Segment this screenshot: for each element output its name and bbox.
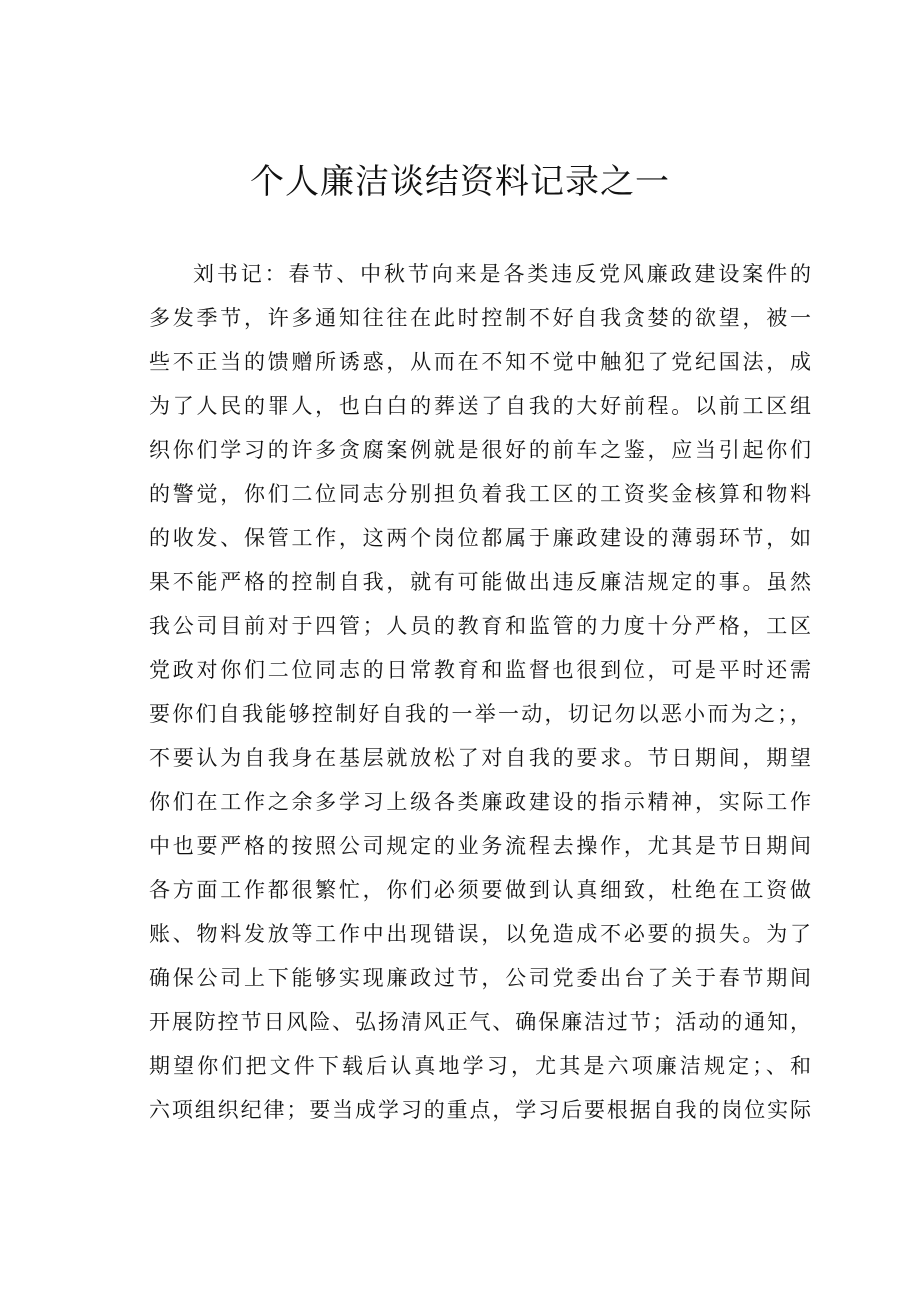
- body-line: 各方面工作都很繁忙，你们必须要做到认真细致，杜绝在工资做: [149, 878, 811, 902]
- body-line: 账、物料发放等工作中出现错误，以免造成不必要的损失。为了: [149, 922, 811, 946]
- body-line: 党政对你们二位同志的日常教育和监督也很到位，可是平时还需: [149, 658, 811, 682]
- body-line: 中也要严格的按照公司规定的业务流程去操作，尤其是节日期间: [149, 834, 811, 858]
- body-line: 多发季节，许多通知往往在此时控制不好自我贪婪的欲望，被一: [149, 306, 811, 330]
- body-line: 开展防控节日风险、弘扬清风正气、确保廉洁过节；活动的通知，: [149, 1010, 811, 1034]
- body-line: 些不正当的馈赠所诱惑，从而在不知不觉中触犯了党纪国法，成: [149, 350, 811, 374]
- body-line: 六项组织纪律；要当成学习的重点，学习后要根据自我的岗位实际: [149, 1098, 811, 1122]
- document-title: 个人廉洁谈结资料记录之一: [250, 162, 670, 202]
- body-line: 期望你们把文件下载后认真地学习，尤其是六项廉洁规定；、和: [149, 1054, 811, 1078]
- body-line: 要你们自我能够控制好自我的一举一动，切记勿以恶小而为之；，: [149, 702, 811, 726]
- body-line: 的收发、保管工作，这两个岗位都属于廉政建设的薄弱环节，如: [149, 526, 811, 550]
- body-line: 织你们学习的许多贪腐案例就是很好的前车之鉴，应当引起你们: [149, 438, 811, 462]
- body-line: 果不能严格的控制自我，就有可能做出违反廉洁规定的事。虽然: [149, 570, 811, 594]
- body-line: 不要认为自我身在基层就放松了对自我的要求。节日期间，期望: [149, 746, 811, 770]
- document-body: [149, 252, 811, 1132]
- body-line: 为了人民的罪人，也白白的葬送了自我的大好前程。以前工区组: [149, 394, 811, 418]
- body-line: 我公司目前对于四管；人员的教育和监管的力度十分严格，工区: [149, 614, 811, 638]
- body-line: 的警觉，你们二位同志分别担负着我工区的工资奖金核算和物料: [149, 482, 811, 506]
- body-line: 你们在工作之余多学习上级各类廉政建设的指示精神，实际工作: [149, 790, 811, 814]
- body-line: 刘书记：春节、中秋节向来是各类违反党风廉政建设案件的: [193, 262, 811, 286]
- body-line: 确保公司上下能够实现廉政过节，公司党委出台了关于春节期间: [149, 966, 811, 990]
